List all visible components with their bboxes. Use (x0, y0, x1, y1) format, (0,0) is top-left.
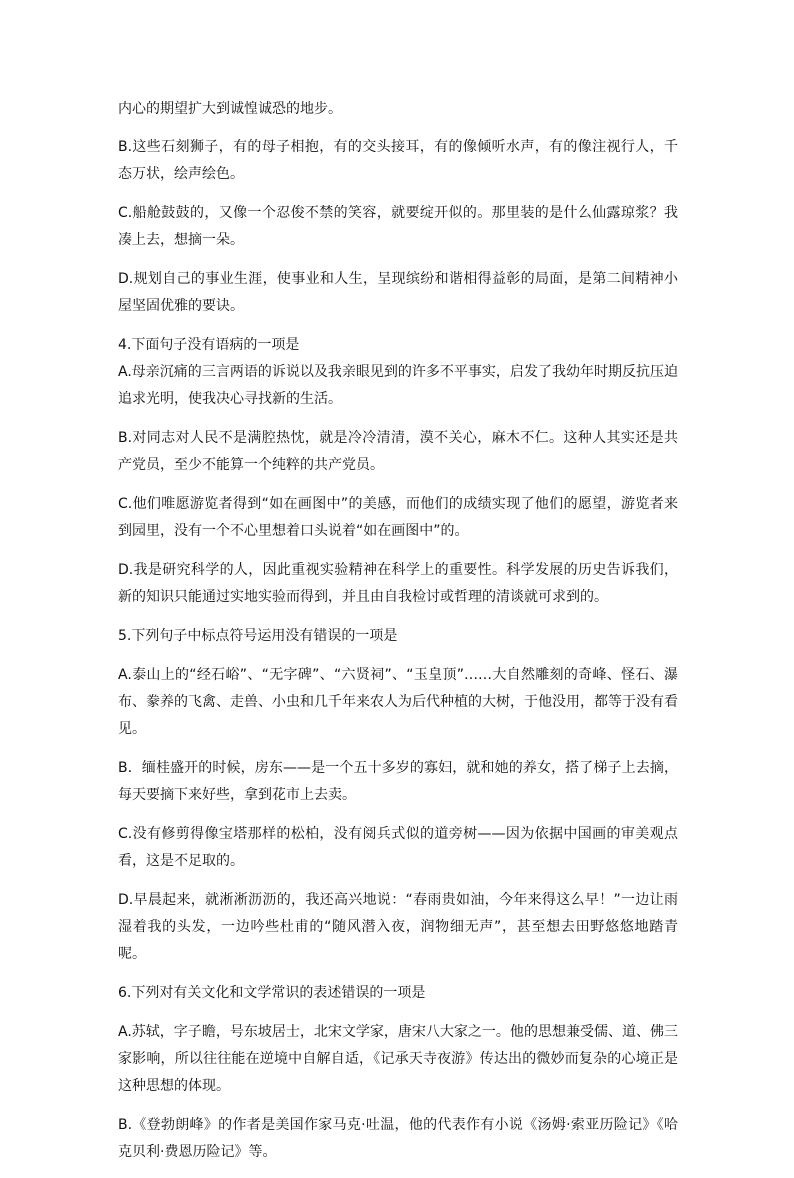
q6-option-a: A.苏轼，字子瞻，号东坡居士，北宋文学家，唐宋八大家之一。他的思想兼受儒、道、佛三家影响，所以往往能在逆境中自解自适，《记承天寺夜游》传达出的微妙而复杂的心境正是这种思想的体现。 (118, 1024, 678, 1094)
question-4-title: 4.下面句子没有语病的一项是 (118, 337, 300, 353)
question-6-title: 6.下列对有关文化和文学常识的表述错误的一项是 (118, 985, 426, 1001)
q5-option-b: B．缅桂盛开的时候，房东——是一个五十多岁的寡妇，就和她的养女，搭了梯子上去摘，每天要摘下来好些，拿到花市上去卖。 (118, 760, 678, 803)
question-5-title: 5.下列句子中标点符号运用没有错误的一项是 (118, 628, 398, 644)
document-page (118, 96, 678, 1178)
q5-option-d: D.早晨起来，就淅淅沥沥的，我还高兴地说：“春雨贵如油，今年来得这么早！”一边让雨湿着我的头发，一边吟些杜甫的“随风潜入夜，润物细无声”，甚至想去田野悠悠地踏青呢。 (118, 892, 678, 962)
q3-option-c: C.船舱鼓鼓的，又像一个忍俊不禁的笑容，就要绽开似的。那里装的是什么仙露琼浆？我凑上去，想摘一朵。 (118, 205, 678, 248)
q3-option-b: B.这些石刻狮子，有的母子相抱，有的交头接耳，有的像倾听水声，有的像注视行人，千态万状，绘声绘色。 (118, 139, 678, 182)
q6-option-b: B.《登勃朗峰》的作者是美国作家马克·吐温，他的代表作有小说《汤姆·索亚历险记》《哈克贝利·费恩历险记》等。 (118, 1117, 678, 1160)
q5-option-c: C.没有修剪得像宝塔那样的松柏，没有阅兵式似的道旁树——因为依据中国画的审美观点看，这是不足取的。 (118, 826, 678, 869)
q5-option-a: A.泰山上的“经石峪”、“无字碑”、“六贤祠”、“玉皇顶”……大自然雕刻的奇峰、怪石、瀑布、豢养的飞禽、走兽、小虫和几千年来农人为后代种植的大树，于他没用，都等于没有看见。 (118, 667, 678, 737)
q4-option-c: C.他们唯愿游览者得到“如在画图中”的美感，而他们的成绩实现了他们的愿望，游览者来到园里，没有一个不心里想着口头说着“如在画图中”的。 (118, 496, 678, 539)
q4-option-d: D.我是研究科学的人，因此重视实验精神在科学上的重要性。科学发展的历史告诉我们，新的知识只能通过实地实验而得到，并且由自我检讨或哲理的清谈就可求到的。 (118, 562, 678, 605)
q3-option-d: D.规划自己的事业生涯，使事业和人生，呈现缤纷和谐相得益彰的局面，是第二间精神小屋坚固优雅的要诀。 (118, 271, 678, 314)
q4-option-a: A.母亲沉痛的三言两语的诉说以及我亲眼见到的许多不平事实，启发了我幼年时期反抗压迫追求光明，使我决心寻找新的生活。 (118, 364, 678, 407)
q4-option-b: B.对同志对人民不是满腔热忱，就是冷冷清清，漠不关心，麻木不仁。这种人其实还是共产党员，至少不能算一个纯粹的共产党员。 (118, 430, 678, 473)
paragraph-continuation: 内心的期望扩大到诚惶诚恐的地步。 (118, 101, 342, 117)
